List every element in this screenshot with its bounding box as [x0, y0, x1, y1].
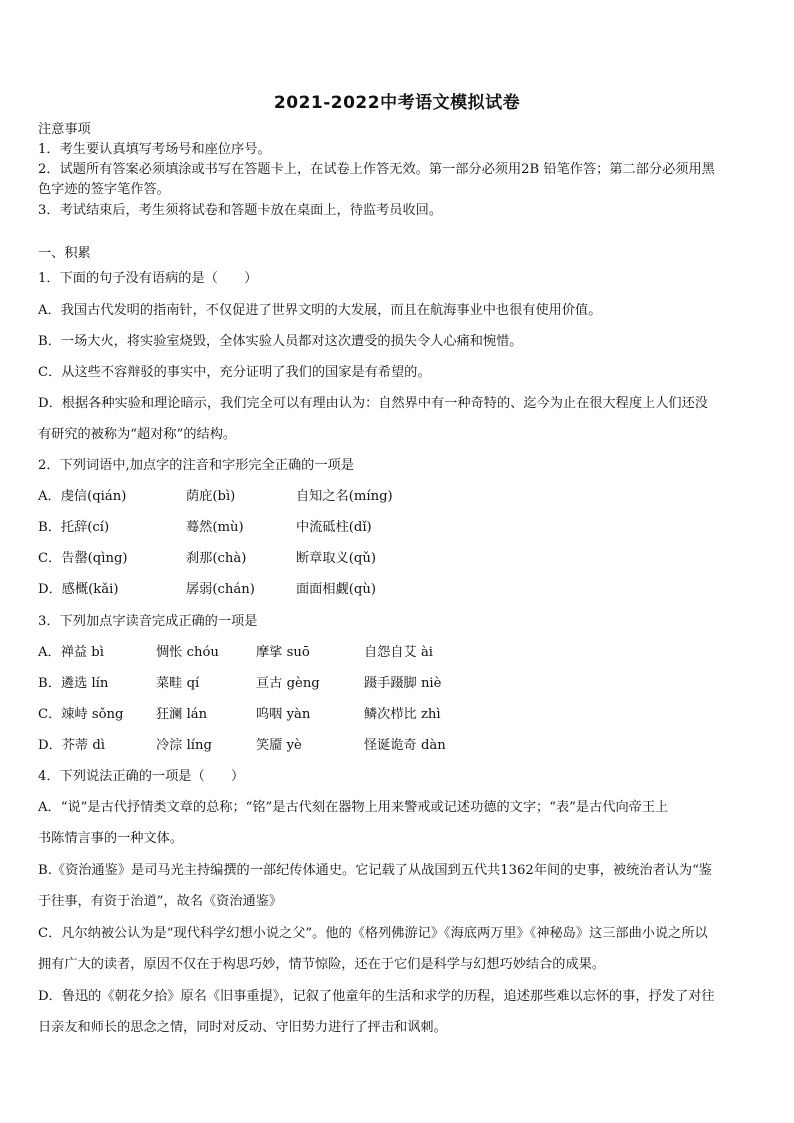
option-word: 摩挲 suō — [256, 645, 310, 660]
notice-item: 3．考试结束后，考生须将试卷和答题卡放在桌面上，待监考员收回。 — [38, 203, 443, 218]
option-word: 怪诞诡奇 dàn — [364, 738, 446, 753]
option-word: C．竦峙 sǒng — [38, 707, 124, 722]
option-word: A．禅益 bì — [38, 645, 104, 660]
question-4-option-a: A．“说”是古代抒情类文章的总称；“铭”是古代刻在器物上用来警戒或记述功德的文字；“表”是古代向帝王上 — [38, 800, 669, 815]
option-word: 冷淙 líng — [156, 738, 212, 753]
question-4-option-b-cont: 于往事，有资于治道”，故名《资治通鉴》 — [38, 894, 283, 909]
option-word: 断章取义(qǔ) — [296, 551, 376, 566]
option-word: 菜畦 qí — [156, 676, 200, 691]
option-word: C．告罄(qìng) — [38, 551, 128, 566]
option-word: 中流砥柱(dǐ) — [296, 520, 372, 535]
option-word: 呜咽 yàn — [256, 707, 311, 722]
exam-title: 2021-2022中考语文模拟试卷 — [273, 93, 521, 113]
section-heading: 一、积累 — [38, 246, 91, 261]
option-word: D．感概(kǎi) — [38, 582, 119, 597]
question-4-stem: 4．下列说法正确的一项是（ ） — [38, 769, 245, 784]
question-4-option-d-cont: 日亲友和师长的思念之情，同时对反动、守旧势力进行了抨击和讽刺。 — [38, 1020, 447, 1035]
option-word: D．芥蒂 dì — [38, 738, 105, 753]
option-word: 面面相觑(qù) — [296, 582, 376, 597]
question-3-stem: 3．下列加点字读音完成正确的一项是 — [38, 614, 258, 629]
option-word: B．遴选 lín — [38, 676, 109, 691]
notice-item: 1．考生要认真填写考场号和座位序号。 — [38, 142, 271, 157]
option-word: 孱弱(chán) — [186, 582, 255, 597]
option-word: 狂澜 lán — [156, 707, 208, 722]
question-1-option-c: C．从这些不容辩驳的事实中，充分证明了我们的国家是有希望的。 — [38, 365, 431, 380]
option-word: 蓦然(mù) — [186, 520, 244, 535]
question-2-stem: 2．下列词语中,加点字的注音和字形完全正确的一项是 — [38, 458, 354, 473]
option-word: A．虔信(qián) — [38, 489, 127, 504]
option-word: 自知之名(míng) — [296, 489, 393, 504]
option-word: 荫庇(bì) — [186, 489, 236, 504]
option-word: B．托辞(cí) — [38, 520, 110, 535]
option-word: 亘古 gèng — [256, 676, 320, 691]
question-4-option-a-cont: 书陈情言事的一种文体。 — [38, 831, 184, 846]
notice-item: 2．试题所有答案必须填涂或书写在答题卡上，在试卷上作答无效。第一部分必须用2B 铅笔作答；第二部分必须用黑 — [38, 162, 715, 177]
question-1-stem: 1．下面的句子没有语病的是（ ） — [38, 271, 258, 286]
notice-item: 色字迹的签字笔作答。 — [38, 182, 170, 197]
notice-heading: 注意事项 — [38, 122, 91, 137]
question-1-option-d: D．根据各种实验和理论暗示，我们完全可以有理由认为：自然界中有一种奇特的、迄今为止在很大程度上人们还没 — [38, 396, 708, 411]
option-word: 鳞次栉比 zhì — [364, 707, 441, 722]
question-4-option-c-cont: 拥有广大的读者，原因不仅在于构思巧妙，情节惊险，还在于它们是科学与幻想巧妙结合的成果。 — [38, 957, 606, 972]
question-1-option-a: A．我国古代发明的指南针，不仅促进了世界文明的大发展，而且在航海事业中也很有使用价值。 — [38, 303, 602, 318]
question-1-option-b: B．一场大火，将实验室烧毁，全体实验人员都对这次遭受的损失令人心痛和惋惜。 — [38, 334, 523, 349]
question-4-option-c: C．凡尔纳被公认为是“现代科学幻想小说之父”。他的《格列佛游记》《海底两万里》《神秘岛》这三部曲小说之所以 — [38, 926, 708, 941]
option-word: 惆怅 chóu — [156, 645, 219, 660]
question-4-option-b: B.《资治通鉴》是司马光主持编撰的一部纪传体通史。它记载了从战国到五代共1362年间的史事，被统治者认为“鉴 — [38, 863, 712, 878]
option-word: 笑靥 yè — [256, 738, 302, 753]
question-1-option-d-cont: 有研究的被称为“超对称”的结构。 — [38, 427, 237, 442]
option-word: 蹑手蹑脚 niè — [364, 676, 442, 691]
option-word: 自怨自艾 ài — [364, 645, 434, 660]
option-word: 刹那(chà) — [186, 551, 247, 566]
question-4-option-d: D．鲁迅的《朝花夕拾》原名《旧事重提》，记叙了他童年的生活和求学的历程，追述那些难以忘怀的事，抒发了对往 — [38, 989, 715, 1004]
